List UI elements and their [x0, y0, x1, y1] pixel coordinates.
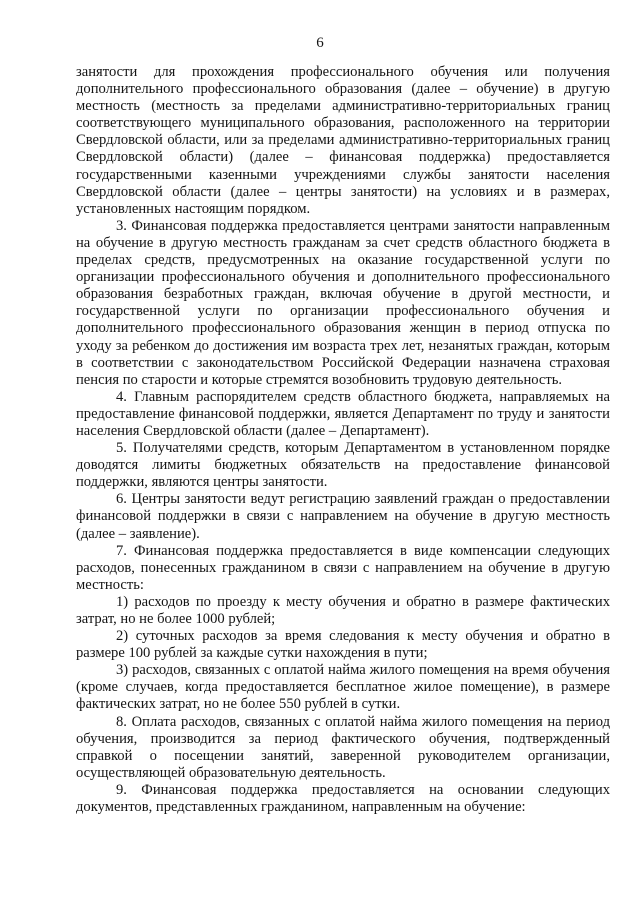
paragraph-9: 9. Финансовая поддержка предоставляется на основании следующих документов, представленных гражданином, направленным на обучение: — [76, 781, 610, 816]
paragraph-continuation: занятости для прохождения профессионального обучения или получения дополнительного профессионального образования (далее – обучение) в другую местность (местность за пределами административно-территориальных границ соответствующего муниципального образования, расположенного на территории Свердловской области, или за пределами административно-территориальных границ Свердловской области) (далее – финансовая поддержка) предоставляется государственными казенными учреждениями службы занятости населения Свердловской области (далее – центры занятости) на условиях и в размерах, установленных настоящим порядком. — [76, 64, 610, 217]
paragraph-7: 7. Финансовая поддержка предоставляется в виде компенсации следующих расходов, понесенных гражданином в связи с направлением на обучение в другую местность: — [76, 542, 610, 593]
paragraph-8: 8. Оплата расходов, связанных с оплатой найма жилого помещения на период обучения, производится за период фактического обучения, подтвержденный справкой о посещении занятий, заверенной руководителем организации, осуществляющей образовательную деятельность. — [76, 713, 610, 781]
paragraph-6: 6. Центры занятости ведут регистрацию заявлений граждан о предоставлении финансовой поддержки в связи с направлением на обучение в другую местность (далее – заявление). — [76, 491, 610, 542]
paragraph-4: 4. Главным распорядителем средств областного бюджета, направляемых на предоставление финансовой поддержки, является Департамент по труду и занятости населения Свердловской области (далее – Департамент). — [76, 388, 610, 439]
paragraph-7-item-3: 3) расходов, связанных с оплатой найма жилого помещения на время обучения (кроме случаев, когда предоставляется бесплатное жилое помещение), в размере фактических затрат, но не более 550 рублей в сутки. — [76, 662, 610, 713]
paragraph-5: 5. Получателями средств, которым Департаментом в установленном порядке доводятся лимиты бюджетных обязательств на предоставление финансовой поддержки, являются центры занятости. — [76, 440, 610, 491]
paragraph-3: 3. Финансовая поддержка предоставляется центрами занятости направленным на обучение в другую местность гражданам за счет средств областного бюджета в пределах средств, предусмотренных на оказание государственной услуги по организации профессионального обучения и дополнительного профессионального образования безработных граждан, включая обучение в другой местности, и государственной услуги по организации профессионального обучения и дополнительного профессионального образования женщин в период отпуска по уходу за ребенком до достижения им возраста трех лет, незанятых граждан, которым в соответствии с законодательством Российской Федерации назначена страховая пенсия по старости и которые стремятся возобновить трудовую деятельность. — [76, 217, 610, 388]
page-number: 6 — [316, 35, 324, 51]
document-body — [76, 64, 610, 816]
paragraph-7-item-1: 1) расходов по проезду к месту обучения и обратно в размере фактических затрат, но не более 1000 рублей; — [76, 593, 610, 627]
paragraph-7-item-2: 2) суточных расходов за время следования к месту обучения и обратно в размере 100 рублей за каждые сутки нахождения в пути; — [76, 628, 610, 662]
